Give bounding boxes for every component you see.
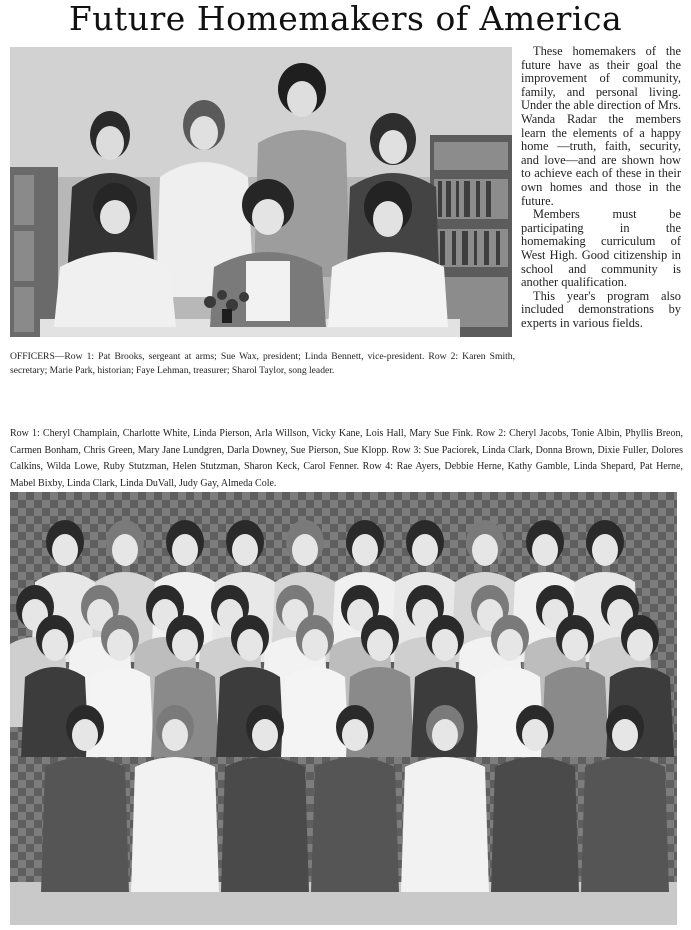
member-figure-face xyxy=(107,629,133,661)
member-figure-body xyxy=(311,757,399,892)
members-group-photo xyxy=(10,492,677,925)
member-figure-face xyxy=(162,719,188,751)
member-figure-face xyxy=(412,534,438,566)
member-figure-body xyxy=(491,757,579,892)
member-figure-face xyxy=(472,534,498,566)
member-figure-face xyxy=(72,719,98,751)
officers-photo-illustration xyxy=(10,47,512,337)
member-figure-face xyxy=(612,719,638,751)
member-figure-face xyxy=(352,534,378,566)
member-figure-face xyxy=(52,534,78,566)
member-figure-face xyxy=(497,629,523,661)
page-title: Future Homemakers of America xyxy=(68,0,623,38)
member-figure-face xyxy=(532,534,558,566)
intro-paragraph: Members must be participating in the homemaking curriculum of West High. Good citizenship in school and community is another qualification. xyxy=(521,207,681,290)
intro-paragraph: This year's program also included demonstrations by experts in various fields. xyxy=(521,288,681,330)
member-figure-face xyxy=(237,629,263,661)
member-figure-body xyxy=(401,757,489,892)
member-figure-face xyxy=(627,629,653,661)
member-figure-face xyxy=(42,629,68,661)
member-figure-body xyxy=(581,757,669,892)
officers-caption: OFFICERS—Row 1: Pat Brooks, sergeant at arms; Sue Wax, president; Linda Bennett, vice-president. Row 2: Karen Smith, secretary; Marie Park, historian; Faye Lehman, treasurer; Sharol Taylor, song leader. xyxy=(10,351,515,376)
members-photo-illustration xyxy=(10,492,677,925)
intro-paragraph: These homemakers of the future have as their goal the improvement of community, family, and personal living. Under the able direction of Mrs. Wanda Radar the members learn the elements of a happy home —truth, faith, security, and love—and are shown how to achieve each of these in their own homes and those in the future. xyxy=(521,44,681,208)
members-caption: Row 1: Cheryl Champlain, Charlotte White, Linda Pierson, Arla Willson, Vicky Kane, Lois Hall, Mary Sue Fink. Row 2: Cheryl Jacobs, Tonie Albin, Phyllis Breon, Carmen Bonham, Chris Green, Mary Jane Lundgren, Darla Downey, Sue Pierson, Sue Klopp. Row 3: Sue Paciorek, Linda Clark, Donna Brown, Dixie Fuller, Dolores Calkins, Wilda Lowe, Ruby Stutzman, Helen Stutzman, Sharon Keck, Carol Fenner. Row 4: Rae Ayers, Debbie Herne, Kathy Gamble, Linda Shepard, Pat Herne, Mabel Bixby, Linda Clark, Linda DuVall, Judy Gay, Almeda Cole. xyxy=(10,428,683,489)
member-figure-face xyxy=(432,629,458,661)
member-figure-body xyxy=(131,757,219,892)
member-figure-face xyxy=(432,719,458,751)
intro-text xyxy=(521,45,681,330)
member-figure-face xyxy=(172,629,198,661)
member-figure-body xyxy=(221,757,309,892)
member-figure-body xyxy=(541,667,609,757)
member-figure-face xyxy=(342,719,368,751)
member-figure-body xyxy=(281,667,349,757)
member-figure-face xyxy=(172,534,198,566)
member-figure-face xyxy=(562,629,588,661)
member-figure-face xyxy=(232,534,258,566)
member-figure-face xyxy=(292,534,318,566)
member-figure-face xyxy=(112,534,138,566)
member-figure-face xyxy=(592,534,618,566)
member-figure-face xyxy=(252,719,278,751)
officers-photo xyxy=(10,47,512,337)
member-figure-face xyxy=(302,629,328,661)
member-figure-face xyxy=(367,629,393,661)
member-figure-face xyxy=(522,719,548,751)
member-figure-body xyxy=(41,757,129,892)
